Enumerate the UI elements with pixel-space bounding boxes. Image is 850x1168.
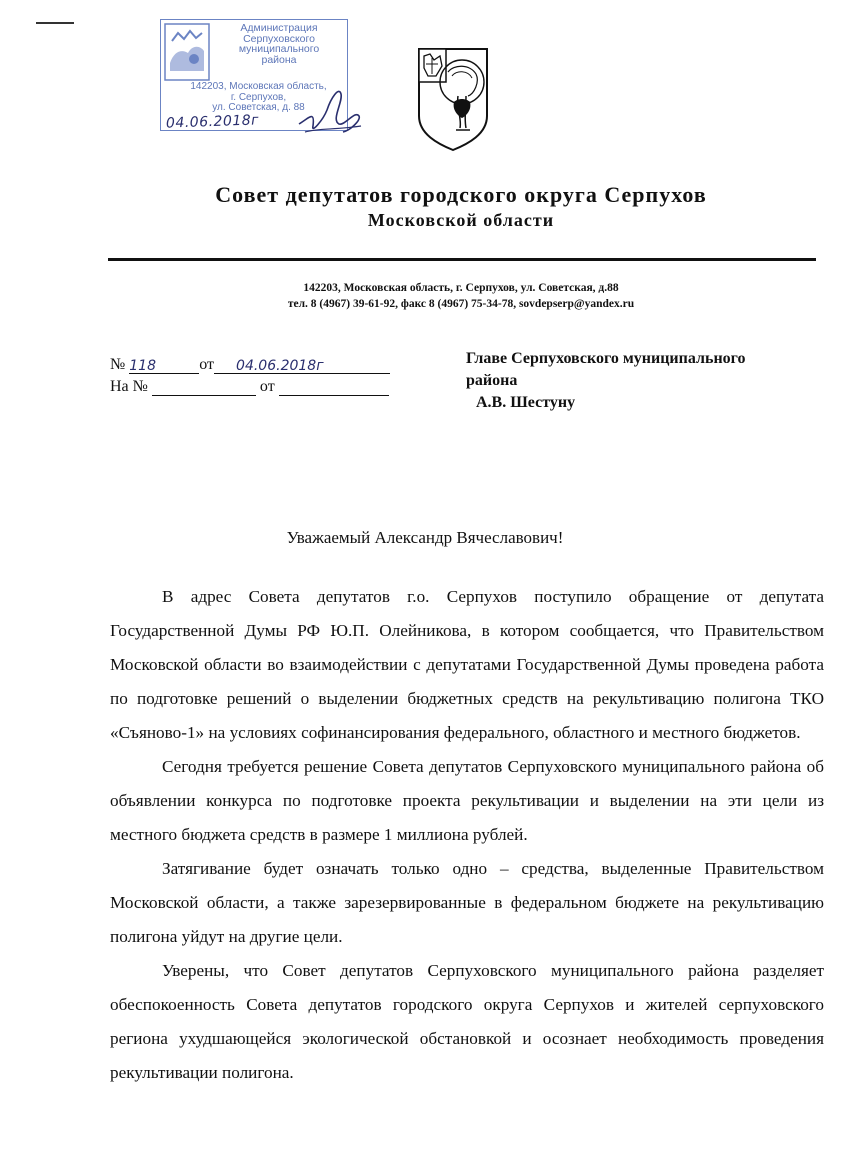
outgoing-reference <box>110 356 390 374</box>
reply-date-field <box>279 379 389 396</box>
stamp-title-line: района <box>261 53 297 66</box>
number-label: № <box>110 356 126 373</box>
body-paragraph: Сегодня требуется решение Совета депутатов Серпуховского муниципального района об объявлении конкурса по подготовке проекта рекультивации и выделении на эти цели из местного бюджета средств в размере 1 миллиона рублей. <box>110 757 824 844</box>
stamp-emblem-icon <box>164 23 210 81</box>
body-paragraph: Уверены, что Совет депутатов Серпуховского муниципального района разделяет обеспокоенность Совета депутатов городского округа Серпухов и жителей серпуховского региона ухудшающейся экологической обстановкой и осознает необходимость проведения рекультивации полигона. <box>110 961 824 1082</box>
org-contacts: тел. 8 (4967) 39-61-92, факс 8 (4967) 75-34-78, sovdepserp@yandex.ru <box>287 298 635 310</box>
number-value: 118 <box>129 358 156 374</box>
org-address: 142203, Московская область, г. Серпухов, ул. Советская, д.88 <box>303 282 619 294</box>
stamp-title-line: Серпуховского <box>243 32 315 45</box>
body-paragraph: В адрес Совета депутатов г.о. Серпухов поступило обращение от депутата Государственной Думы РФ Ю.П. Олейникова, в котором сообщается, что Правительством Московской области во взаимодействии с депутатами Государственной Думы проведена работа по подготовке решений о выделении бюджетных средств на рекультивацию полигона ТКО «Съяново-1» на условиях софинансирования федерального, областного и местного бюджетов. <box>110 587 824 742</box>
corner-mark <box>36 22 74 24</box>
incoming-reference <box>110 378 389 396</box>
date-value: 04.06.2018г <box>236 358 324 374</box>
body-paragraph: Затягивание будет означать только одно – средства, выделенные Правительством Московской области, а также зарезервированные в федеральном бюджете на рекультивацию полигона уйдут на другие цели. <box>110 859 824 946</box>
addressee-line: Главе Серпуховского муниципального <box>466 350 746 367</box>
stamp-title-line: муниципального <box>238 43 320 55</box>
signature-scribble <box>295 80 365 140</box>
stamp-title <box>213 23 345 65</box>
header-divider <box>108 258 816 261</box>
letter-body <box>110 580 824 1090</box>
org-subtitle: Московской области <box>367 210 555 230</box>
salutation: Уважаемый Александр Вячеславович! <box>286 528 564 547</box>
stamp-address-line: 142203, Московская область, <box>190 81 327 92</box>
handwritten-stamp-date: 04.06.2018г <box>165 112 260 132</box>
reply-number-field <box>152 379 256 396</box>
stamp-address-line: г. Серпухов, <box>230 91 287 103</box>
from-label: от <box>199 356 215 373</box>
reply-from-label: от <box>259 378 275 395</box>
number-field <box>129 357 199 374</box>
reply-label: На № <box>110 378 148 395</box>
addressee-line: района <box>466 372 518 389</box>
date-field <box>214 357 390 374</box>
coat-of-arms-icon <box>416 46 490 152</box>
addressee-block <box>466 348 826 414</box>
stamp-address-line: ул. Советская, д. 88 <box>212 102 305 113</box>
stamp-title-line: Администрация <box>240 22 318 34</box>
org-title: Совет депутатов городского округа Серпухов <box>215 182 707 207</box>
addressee-name: А.В. Шестуну <box>476 394 576 411</box>
